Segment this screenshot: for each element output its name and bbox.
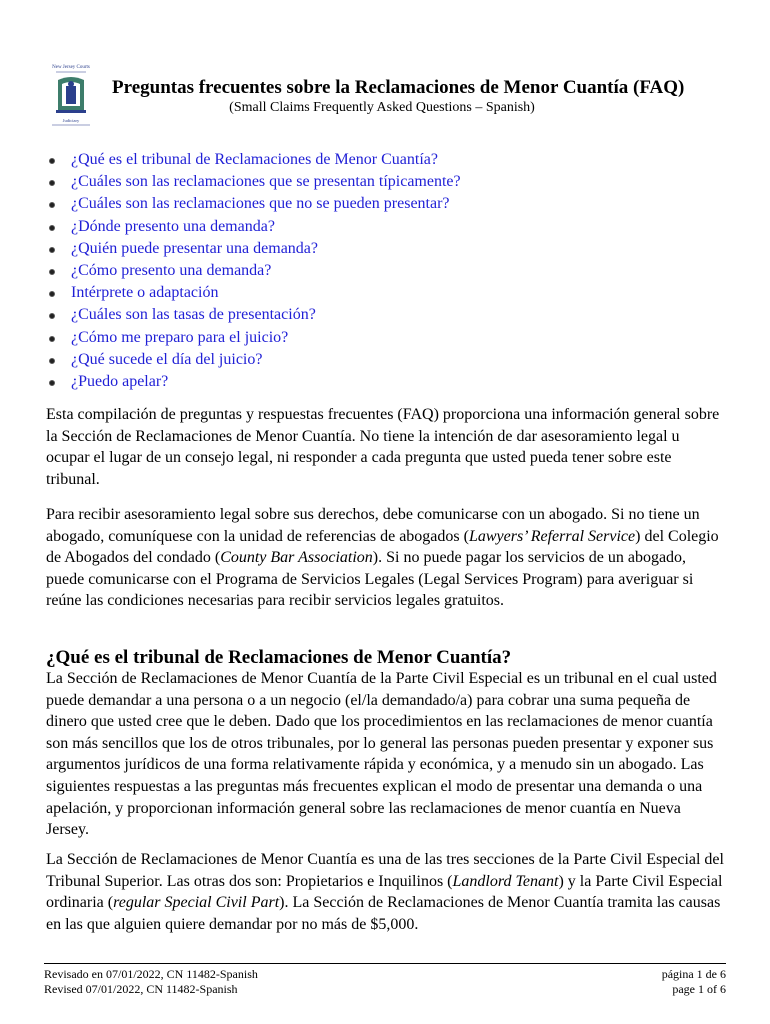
footer-revision xyxy=(44,967,258,997)
toc-item xyxy=(44,238,461,260)
bullet-icon xyxy=(49,247,55,253)
toc-link[interactable]: ¿Cómo me preparo para el juicio? xyxy=(71,328,289,346)
toc-item xyxy=(44,282,461,304)
toc-link[interactable]: ¿Puedo apelar? xyxy=(71,372,169,390)
section-text: La Sección de Reclamaciones de Menor Cuantía es una de las tres secciones de la Parte Civil Especial del Tribunal Superior. Las otras dos son: Propietarios e Inquilinos ( xyxy=(46,851,724,890)
bullet-icon xyxy=(49,202,55,208)
revision-english: Revised 07/01/2022, CN 11482-Spanish xyxy=(44,982,238,996)
section-text: ) y la Parte Civil Especial ordinaria ( xyxy=(46,872,723,912)
landlord-tenant-term: Landlord Tenant xyxy=(452,872,559,890)
toc-link[interactable]: ¿Qué es el tribunal de Reclamaciones de Menor Cuantía? xyxy=(71,151,438,169)
toc-link[interactable]: ¿Cuáles son las tasas de presentación? xyxy=(71,306,316,324)
bullet-icon xyxy=(49,180,55,186)
logo-text-bottom: Judiciary xyxy=(62,118,80,123)
toc-link[interactable]: ¿Quién puede presentar una demanda? xyxy=(71,239,318,257)
toc-link[interactable]: ¿Cuáles son las reclamaciones que se presentan típicamente? xyxy=(71,173,461,191)
section-heading: ¿Qué es el tribunal de Reclamaciones de Menor Cuantía? xyxy=(46,647,512,668)
page-number-english: page 1 of 6 xyxy=(672,982,726,996)
bullet-icon xyxy=(49,313,55,319)
page-title: Preguntas frecuentes sobre la Reclamaciones de Menor Cuantía (FAQ) xyxy=(112,77,685,98)
toc-item xyxy=(44,260,461,282)
toc-link[interactable]: Intérprete o adaptación xyxy=(71,284,219,302)
faq-table-of-contents xyxy=(44,149,461,393)
section-paragraph: La Sección de Reclamaciones de Menor Cuantía de la Parte Civil Especial es un tribunal en el cual usted puede demandar a una persona o a un negocio (el/la demandado/a) para cobrar una suma pequeña de dinero que usted cree que le deben. Dado que los procedimientos en las reclamaciones de menor cuantía son más sencillos que los de otros tribunales, por lo general las personas pueden presentar y exponer sus argumentos jurídicos de una forma relativamente rápida y económica, y a menudo sin un abogado. Las siguientes respuestas a las preguntas más frecuentes explican el modo de presentar una demanda o una apelación, y proporcionan información general sobre las reclamaciones de menor cuantía en Nueva Jersey. xyxy=(46,670,717,839)
toc-item xyxy=(44,349,461,371)
legal-help-text: ) del Colegio de Abogados del condado ( xyxy=(46,527,719,567)
toc-item xyxy=(44,304,461,326)
bullet-icon xyxy=(49,158,55,164)
legal-help-paragraph xyxy=(46,504,726,612)
toc-link[interactable]: ¿Qué sucede el día del juicio? xyxy=(71,350,263,368)
page-number-spanish: página 1 de 6 xyxy=(661,967,726,981)
bullet-icon xyxy=(49,225,55,231)
toc-item xyxy=(44,216,461,238)
intro-paragraph: Esta compilación de preguntas y respuestas frecuentes (FAQ) proporciona una información general sobre la Sección de Reclamaciones de Menor Cuantía. No tiene la intención de dar asesoramiento legal u ocupar el lugar de un consejo legal, ni responder a cada pregunta que usted pueda tener sobre este tribunal. xyxy=(46,406,720,488)
toc-link[interactable]: ¿Cómo presento una demanda? xyxy=(71,262,272,280)
toc-item xyxy=(44,171,461,193)
bullet-icon xyxy=(49,291,55,297)
toc-link[interactable]: ¿Dónde presento una demanda? xyxy=(71,217,275,235)
bullet-icon xyxy=(49,380,55,386)
section-text: ). La Sección de Reclamaciones de Menor Cuantía tramita las causas en las que alguien quiere demandar por no más de $5,000. xyxy=(46,894,721,933)
regular-special-civil-term: regular Special Civil Part xyxy=(113,894,280,912)
logo-text-top: New Jersey Courts xyxy=(52,65,90,70)
section-paragraph xyxy=(46,849,726,935)
county-bar-term: County Bar Association xyxy=(220,549,373,567)
page-subtitle: (Small Claims Frequently Asked Questions – Spanish) xyxy=(229,100,535,115)
legal-help-text: ). Si no puede pagar los servicios de un abogado, puede comunicarse con el Programa de Servicios Legales (Legal Services Program) para averiguar si reúne las condiciones necesarias para recibir servicios legales gratuitos. xyxy=(46,549,694,610)
nj-courts-logo xyxy=(44,62,98,130)
bullet-icon xyxy=(49,269,55,275)
toc-item xyxy=(44,327,461,349)
lawyers-referral-term: Lawyers’ Referral Service xyxy=(468,527,636,545)
toc-item xyxy=(44,193,461,215)
footer-divider xyxy=(44,963,726,964)
footer-page-number xyxy=(662,967,726,997)
legal-help-text: Para recibir asesoramiento legal sobre sus derechos, debe comunicarse con un abogado. Si no tiene un abogado, comuníquese con la unidad de referencias de abogados ( xyxy=(46,506,700,545)
bullet-icon xyxy=(49,336,55,342)
toc-item xyxy=(44,371,461,393)
toc-link[interactable]: ¿Cuáles son las reclamaciones que no se pueden presentar? xyxy=(71,195,450,213)
revision-spanish: Revisado en 07/01/2022, CN 11482-Spanish xyxy=(44,967,258,981)
bullet-icon xyxy=(49,358,55,364)
toc-item xyxy=(44,149,461,171)
